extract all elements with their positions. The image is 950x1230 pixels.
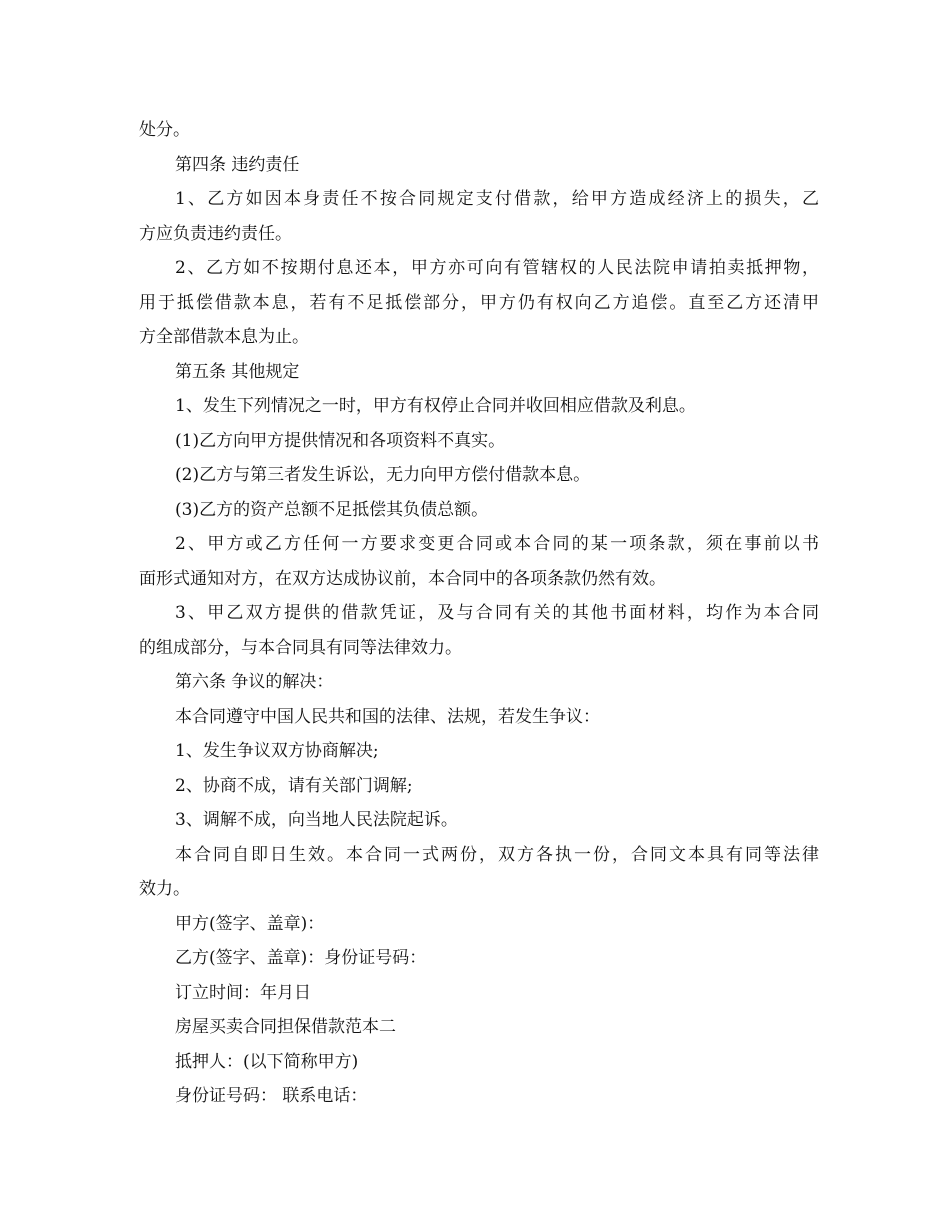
text-line: 效力。 [139,879,190,899]
text-line: 身份证号码： 联系电话： [175,1086,368,1106]
text-line: 乙方(签字、盖章)：身份证号码： [175,948,427,968]
text-line: 2、甲方或乙方任何一方要求变更合同或本合同的某一项条款，须在事前以书 [175,534,819,554]
text-line: 面形式通知对方，在双方达成协议前，本合同中的各项条款仍然有效。 [139,568,666,589]
text-line: 2、乙方如不按期付息还本，甲方亦可向有管辖权的人民法院申请拍卖抵押物， [175,258,819,278]
text-line: (1)乙方向甲方提供情况和各项资料不真实。 [175,430,506,451]
text-line: 3、甲乙双方提供的借款凭证，及与合同有关的其他书面材料，均作为本合同 [175,603,819,623]
text-line: 1、发生争议双方协商解决; [175,741,379,761]
text-line: 处分。 [139,120,190,140]
text-line: 1、乙方如因本身责任不按合同规定支付借款，给甲方造成经济上的损失，乙 [175,189,819,209]
text-line: 甲方(签字、盖章)： [175,913,325,934]
text-line: 抵押人：(以下简称甲方) [175,1051,359,1072]
text-line: 第五条 其他规定 [175,361,300,382]
text-line: 第四条 违约责任 [175,154,300,175]
text-line: 方全部借款本息为止。 [139,327,309,347]
text-line: 2、协商不成，请有关部门调解; [175,775,413,796]
text-line: (3)乙方的资产总额不足抵偿其负债总额。 [175,499,489,520]
text-line: (2)乙方与第三者发生诉讼，无力向甲方偿付借款本息。 [175,465,591,485]
text-line: 房屋买卖合同担保借款范本二 [175,1017,396,1037]
text-line: 的组成部分，与本合同具有同等法律效力。 [139,637,462,658]
text-line: 3、调解不成，向当地人民法院起诉。 [175,810,458,830]
document-body [139,113,819,1114]
text-line: 第六条 争议的解决： [175,672,334,692]
text-line: 本合同遵守中国人民共和国的法律、法规，若发生争议： [175,706,600,727]
text-line: 方应负责违约责任。 [139,223,292,244]
text-line: 本合同自即日生效。本合同一式两份，双方各执一份，合同文本具有同等法律 [175,844,819,865]
text-line: 订立时间：年月日 [175,982,311,1003]
text-line: 1、发生下列情况之一时，甲方有权停止合同并收回相应借款及利息。 [175,396,696,416]
text-line: 用于抵偿借款本息，若有不足抵偿部分，甲方仍有权向乙方追偿。直至乙方还清甲 [139,292,819,313]
